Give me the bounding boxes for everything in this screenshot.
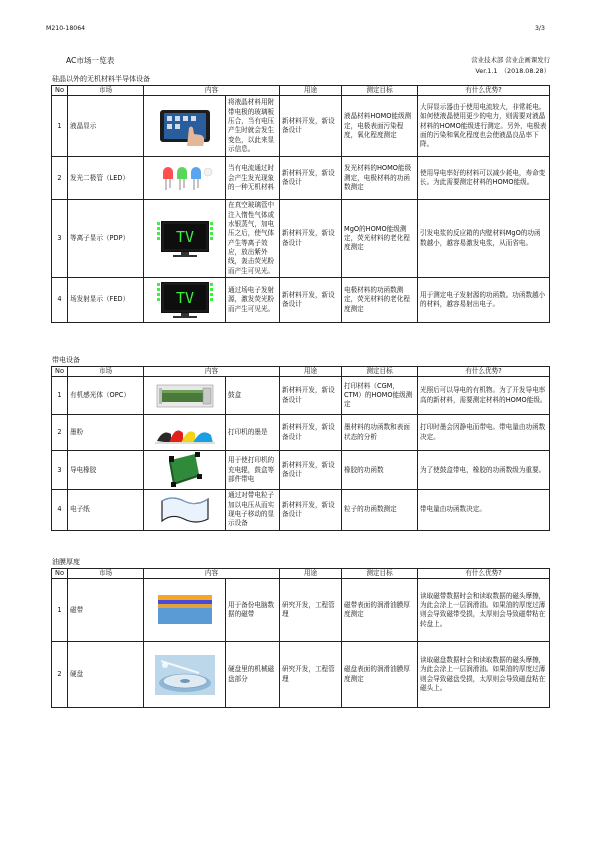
usage-text: 新材料开发，新设备设计 — [280, 415, 342, 451]
table-row — [52, 490, 550, 530]
table-header-row — [52, 569, 550, 579]
market-name: 硬盘 — [68, 642, 144, 708]
measurement-target: 橡胶的功函数 — [342, 451, 418, 490]
table-header-row — [52, 86, 550, 96]
usage-text: 新材料开发，新设备设计 — [280, 96, 342, 157]
section-title: 油膜厚度 — [52, 558, 80, 566]
market-name: 有机感光体（OPC） — [68, 377, 144, 415]
content-text: 当有电流通过时会产生发光现象的一种无机材料 — [226, 157, 280, 200]
content-text: 打印机的墨是 — [226, 415, 280, 451]
content-text: 在真空玻璃管中注入惰性气体或水银蒸气，加电压之后，使气体产生等离子效应，放出紫外线，轰击荧光粉而产生可见光。 — [226, 200, 280, 278]
measurement-target: MgO的HOMO能级测定，荧光材料的老化程度测定 — [342, 200, 418, 278]
row-number: 1 — [52, 96, 68, 157]
measurement-target: 磁带表面的润滑油膜厚度测定 — [342, 579, 418, 642]
column-header: 内容 — [144, 569, 280, 579]
column-header: 用途 — [280, 569, 342, 579]
market-name: 导电橡胶 — [68, 451, 144, 490]
table-row — [52, 278, 550, 323]
page-number: 3/3 — [535, 25, 545, 32]
row-number: 3 — [52, 451, 68, 490]
table-row — [52, 451, 550, 490]
column-header: 市场 — [68, 569, 144, 579]
tv-screen-icon — [144, 200, 226, 278]
section-title: 带电设备 — [52, 356, 80, 364]
photoconductor-drum-icon — [144, 377, 226, 415]
measurement-target: 磁盘表面的润滑油膜厚度测定 — [342, 642, 418, 708]
table-row — [52, 579, 550, 642]
market-name: 发光二极管（LED） — [68, 157, 144, 200]
table-row — [52, 200, 550, 278]
document-id: M210-18064 — [46, 25, 86, 32]
version-label: Ver.1.1 （2018.08.28） — [475, 67, 550, 75]
row-number: 4 — [52, 278, 68, 323]
content-text: 将液晶材料用附带电极的玻璃板压合，当有电压产生时就会发生变色，以此来显示信息。 — [226, 96, 280, 157]
content-text: 用于使打印机的充电辊，鼓盒等部件带电 — [226, 451, 280, 490]
advantage-text: 读取磁带数据时会和读取数据的磁头摩擦，为此会涂上一层润滑油。如果油的厚度过薄则会导致磁带受损，太厚则会导致磁带粘在转盘上。 — [418, 579, 550, 642]
section-title: 硅晶以外的无机材料半导体设备 — [52, 75, 150, 83]
table-row — [52, 96, 550, 157]
column-header: 测定目标 — [342, 86, 418, 96]
row-number: 2 — [52, 642, 68, 708]
measurement-target: 发光材料的HOMO能级测定，电极材料的功函数测定 — [342, 157, 418, 200]
column-header: 有什么优势? — [418, 367, 550, 377]
row-number: 2 — [52, 157, 68, 200]
content-text: 用于备份电脑数据的磁带 — [226, 579, 280, 642]
content-text: 通过场电子发射源，激发荧光粉而产生可见光。 — [226, 278, 280, 323]
usage-text: 新材料开发，新设备设计 — [280, 157, 342, 200]
advantage-text: 为了使鼓盒带电，橡胶的功函数级为重要。 — [418, 451, 550, 490]
row-number: 1 — [52, 377, 68, 415]
measurement-target: 墨材料的功函数和表面状态的分析 — [342, 415, 418, 451]
column-header: 市场 — [68, 367, 144, 377]
usage-text: 新材料开发，新设备设计 — [280, 451, 342, 490]
column-header: 用途 — [280, 86, 342, 96]
content-text: 鼓盒 — [226, 377, 280, 415]
market-name: 磁带 — [68, 579, 144, 642]
content-text: 硬盘里的机械磁盘部分 — [226, 642, 280, 708]
column-header: 市场 — [68, 86, 144, 96]
tv-screen-icon — [144, 278, 226, 323]
tape-layers-icon — [144, 579, 226, 642]
measurement-target: 粒子的功函数测定 — [342, 490, 418, 530]
page-title: AC市场一览表 — [66, 56, 115, 65]
column-header: 测定目标 — [342, 367, 418, 377]
row-number: 3 — [52, 200, 68, 278]
row-number: 4 — [52, 490, 68, 530]
hard-disk-icon — [144, 642, 226, 708]
table-row — [52, 642, 550, 708]
usage-text: 新材料开发，新设备设计 — [280, 377, 342, 415]
toner-powder-icon — [144, 415, 226, 451]
table-header-row — [52, 367, 550, 377]
column-header: No — [52, 86, 68, 96]
column-header: 有什么优势? — [418, 569, 550, 579]
advantage-text: 带电量由功函数决定。 — [418, 490, 550, 530]
measurement-target: 液晶材料HOMO能级测定，电极表面污染程度，氧化程度测定 — [342, 96, 418, 157]
row-number: 2 — [52, 415, 68, 451]
measurement-target: 打印材料（CGM，CTM）的HOMO能级测定 — [342, 377, 418, 415]
led-bulbs-icon — [144, 157, 226, 200]
table-row — [52, 415, 550, 451]
e-paper-icon — [144, 490, 226, 530]
table-row — [52, 157, 550, 200]
market-name: 场发射显示（FED） — [68, 278, 144, 323]
column-header: 测定目标 — [342, 569, 418, 579]
column-header: No — [52, 569, 68, 579]
usage-text: 研究开发，工程管理 — [280, 579, 342, 642]
column-header: No — [52, 367, 68, 377]
market-table — [51, 366, 550, 531]
market-name: 等离子显示（PDP） — [68, 200, 144, 278]
usage-text: 研究开发，工程管理 — [280, 642, 342, 708]
advantage-text: 读取磁盘数据时会和读取数据的磁头摩擦，为此会涂上一层润滑油。如果油的厚度过薄则会导致磁盘受损，太厚则会导致磁盘粘在磁头上。 — [418, 642, 550, 708]
market-name: 液晶显示 — [68, 96, 144, 157]
usage-text: 新材料开发，新设备设计 — [280, 278, 342, 323]
tv-screen-label: TV — [175, 227, 194, 246]
market-table — [51, 568, 550, 708]
tv-screen-label: TV — [175, 289, 194, 308]
column-header: 用途 — [280, 367, 342, 377]
advantage-text: 打印时墨会因静电而带电。带电量由功函数决定。 — [418, 415, 550, 451]
advantage-text: 用于测定电子发射源的功函数。功函数越小的材料，越容易射出电子。 — [418, 278, 550, 323]
advantage-text: 大屏显示器由于使用电流较大，非常耗电。如何使液晶使用更少的电力，则需要对液晶材料的HOMO能级进行测定。另外，电极表面的污染和氧化程度也会使液晶良品率下降。 — [418, 96, 550, 157]
column-header: 内容 — [144, 367, 280, 377]
market-table — [51, 85, 550, 323]
tablet-touch-icon — [144, 96, 226, 157]
market-name: 墨粉 — [68, 415, 144, 451]
usage-text: 新材料开发，新设备设计 — [280, 490, 342, 530]
column-header: 内容 — [144, 86, 280, 96]
advantage-text: 引发电浆的反应箱的内壁材料MgO的功函数越小，越容易激发电浆，从而省电。 — [418, 200, 550, 278]
measurement-target: 电极材料的功函数测定，荧光材料的老化程度测定 — [342, 278, 418, 323]
market-name: 电子纸 — [68, 490, 144, 530]
conductive-rubber-icon — [144, 451, 226, 490]
column-header: 有什么优势? — [418, 86, 550, 96]
usage-text: 新材料开发，新设备设计 — [280, 200, 342, 278]
issuer-label: 营业技术部 营业企画课发行 — [471, 56, 550, 64]
content-text: 通过对带电粒子加以电压从而实现电子移动的显示设备 — [226, 490, 280, 530]
advantage-text: 光照后可以导电的有机物。为了开发导电率高的新材料，需要测定材料的HOMO能级。 — [418, 377, 550, 415]
table-row — [52, 377, 550, 415]
row-number: 1 — [52, 579, 68, 642]
advantage-text: 使用导电率好的材料可以减少耗电，寿命变长。为此需要测定材料的HOMO能级。 — [418, 157, 550, 200]
